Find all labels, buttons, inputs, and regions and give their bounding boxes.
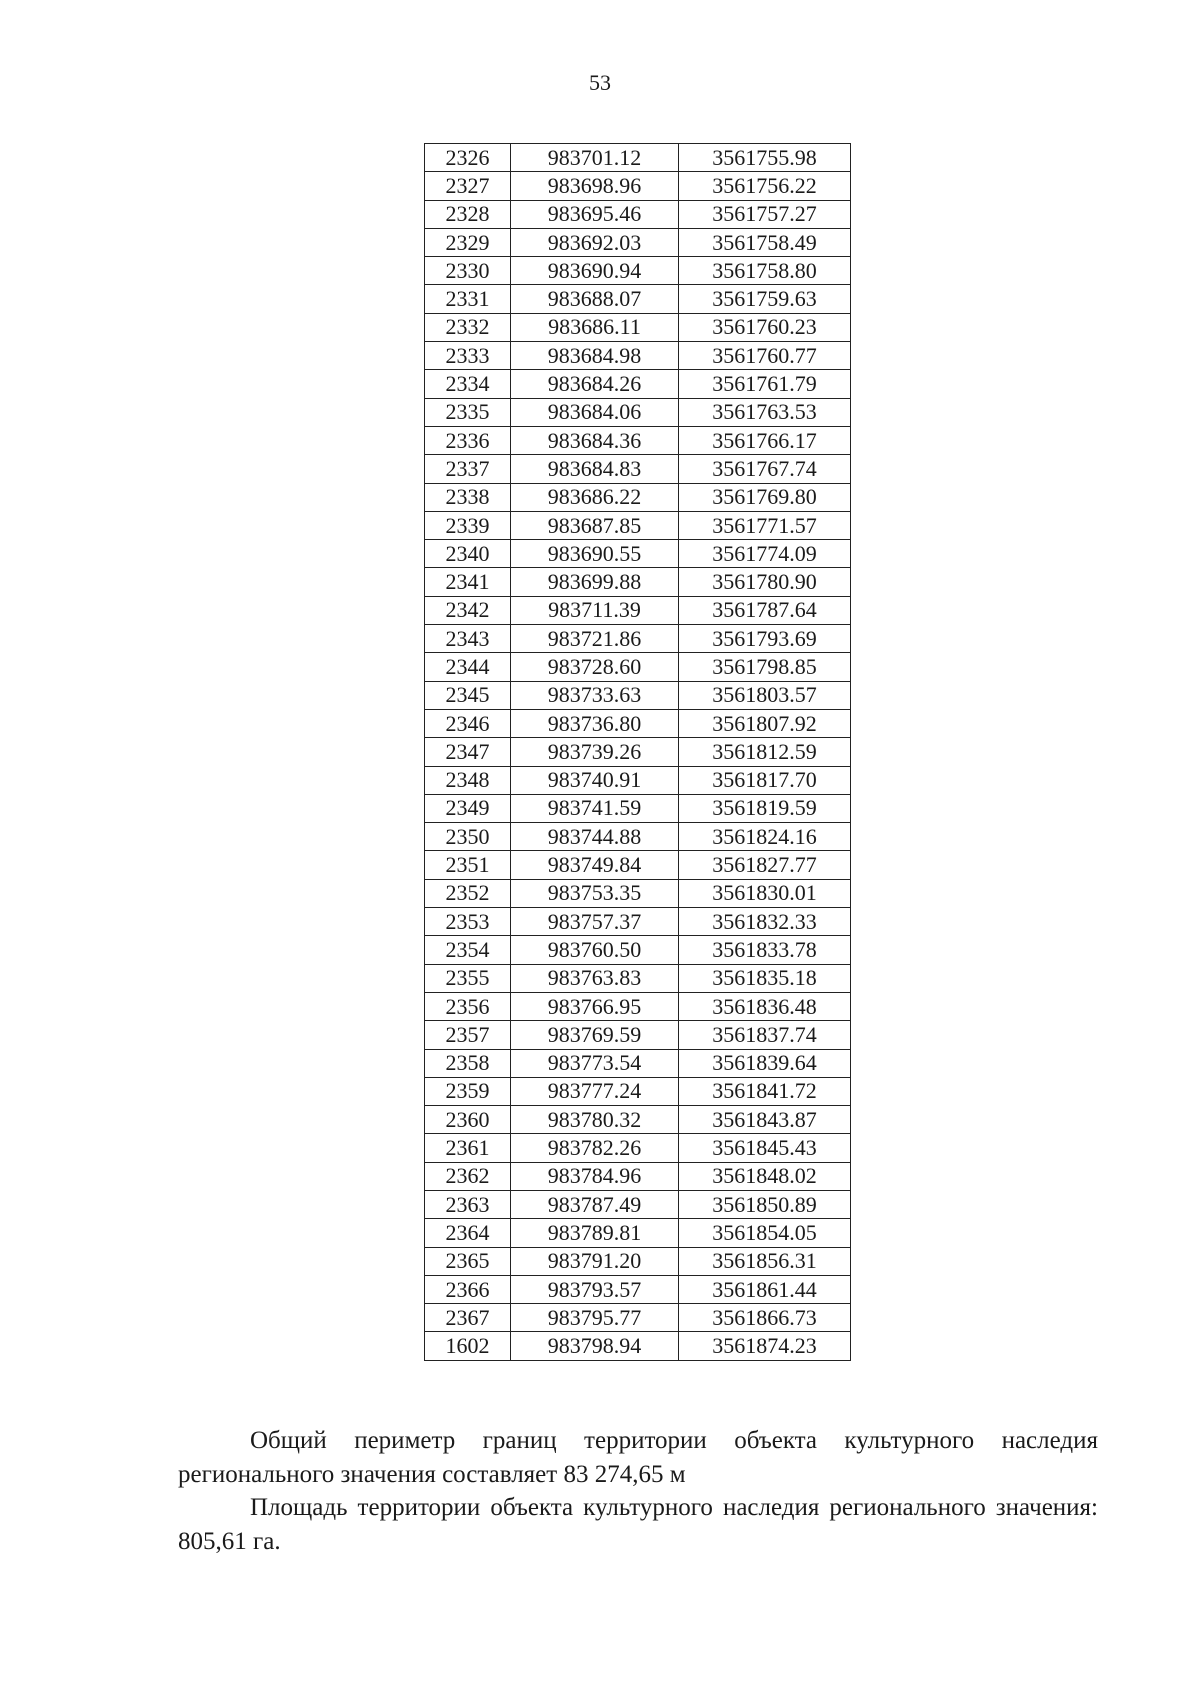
- table-row: [425, 1077, 851, 1105]
- table-row: [425, 709, 851, 737]
- y-coordinate-cell: 3561824.16: [679, 823, 851, 851]
- point-number-cell: 2355: [425, 964, 511, 992]
- table-row: [425, 228, 851, 256]
- table-row: [425, 625, 851, 653]
- x-coordinate-cell: 983741.59: [511, 794, 679, 822]
- point-number-cell: 2326: [425, 144, 511, 172]
- y-coordinate-cell: 3561760.23: [679, 313, 851, 341]
- table-row: [425, 172, 851, 200]
- area-text: Площадь территории объекта культурного наследия регионального значения: 805,61 га.: [178, 1494, 1098, 1555]
- table-row: [425, 879, 851, 907]
- table-row: [425, 455, 851, 483]
- x-coordinate-cell: 983784.96: [511, 1162, 679, 1190]
- x-coordinate-cell: 983728.60: [511, 653, 679, 681]
- y-coordinate-cell: 3561866.73: [679, 1304, 851, 1332]
- point-number-cell: 2337: [425, 455, 511, 483]
- table-row: [425, 681, 851, 709]
- point-number-cell: 2327: [425, 172, 511, 200]
- table-row: [425, 257, 851, 285]
- table-row: [425, 285, 851, 313]
- y-coordinate-cell: 3561807.92: [679, 709, 851, 737]
- y-coordinate-cell: 3561759.63: [679, 285, 851, 313]
- x-coordinate-cell: 983777.24: [511, 1077, 679, 1105]
- point-number-cell: 2350: [425, 823, 511, 851]
- x-coordinate-cell: 983753.35: [511, 879, 679, 907]
- x-coordinate-cell: 983692.03: [511, 228, 679, 256]
- table-row: [425, 144, 851, 172]
- table-row: [425, 1332, 851, 1360]
- point-number-cell: 1602: [425, 1332, 511, 1360]
- y-coordinate-cell: 3561850.89: [679, 1190, 851, 1218]
- table-row: [425, 1190, 851, 1218]
- perimeter-paragraph: [178, 1424, 1098, 1492]
- point-number-cell: 2345: [425, 681, 511, 709]
- y-coordinate-cell: 3561803.57: [679, 681, 851, 709]
- y-coordinate-cell: 3561827.77: [679, 851, 851, 879]
- table-row: [425, 908, 851, 936]
- point-number-cell: 2331: [425, 285, 511, 313]
- point-number-cell: 2342: [425, 596, 511, 624]
- x-coordinate-cell: 983763.83: [511, 964, 679, 992]
- y-coordinate-cell: 3561755.98: [679, 144, 851, 172]
- table-row: [425, 823, 851, 851]
- perimeter-text: Общий периметр границ территории объекта культурного наследия регионального значения составляет 83 274,65 м: [178, 1427, 1098, 1488]
- point-number-cell: 2343: [425, 625, 511, 653]
- x-coordinate-cell: 983791.20: [511, 1247, 679, 1275]
- table-row: [425, 738, 851, 766]
- y-coordinate-cell: 3561819.59: [679, 794, 851, 822]
- x-coordinate-cell: 983721.86: [511, 625, 679, 653]
- point-number-cell: 2341: [425, 568, 511, 596]
- point-number-cell: 2349: [425, 794, 511, 822]
- y-coordinate-cell: 3561835.18: [679, 964, 851, 992]
- table-row: [425, 511, 851, 539]
- coordinates-table-body: [425, 144, 851, 1361]
- x-coordinate-cell: 983766.95: [511, 992, 679, 1020]
- table-row: [425, 200, 851, 228]
- table-row: [425, 936, 851, 964]
- point-number-cell: 2361: [425, 1134, 511, 1162]
- x-coordinate-cell: 983690.55: [511, 540, 679, 568]
- table-row: [425, 964, 851, 992]
- table-row: [425, 1134, 851, 1162]
- point-number-cell: 2340: [425, 540, 511, 568]
- y-coordinate-cell: 3561793.69: [679, 625, 851, 653]
- y-coordinate-cell: 3561780.90: [679, 568, 851, 596]
- x-coordinate-cell: 983684.26: [511, 370, 679, 398]
- point-number-cell: 2366: [425, 1275, 511, 1303]
- y-coordinate-cell: 3561774.09: [679, 540, 851, 568]
- point-number-cell: 2332: [425, 313, 511, 341]
- area-paragraph: [178, 1491, 1098, 1559]
- table-row: [425, 370, 851, 398]
- table-row: [425, 483, 851, 511]
- y-coordinate-cell: 3561841.72: [679, 1077, 851, 1105]
- point-number-cell: 2329: [425, 228, 511, 256]
- y-coordinate-cell: 3561767.74: [679, 455, 851, 483]
- point-number-cell: 2339: [425, 511, 511, 539]
- x-coordinate-cell: 983773.54: [511, 1049, 679, 1077]
- x-coordinate-cell: 983769.59: [511, 1021, 679, 1049]
- table-row: [425, 398, 851, 426]
- point-number-cell: 2356: [425, 992, 511, 1020]
- x-coordinate-cell: 983698.96: [511, 172, 679, 200]
- y-coordinate-cell: 3561830.01: [679, 879, 851, 907]
- x-coordinate-cell: 983798.94: [511, 1332, 679, 1360]
- y-coordinate-cell: 3561817.70: [679, 766, 851, 794]
- x-coordinate-cell: 983684.06: [511, 398, 679, 426]
- y-coordinate-cell: 3561843.87: [679, 1106, 851, 1134]
- y-coordinate-cell: 3561798.85: [679, 653, 851, 681]
- coordinates-table: [424, 143, 851, 1361]
- y-coordinate-cell: 3561812.59: [679, 738, 851, 766]
- point-number-cell: 2344: [425, 653, 511, 681]
- x-coordinate-cell: 983793.57: [511, 1275, 679, 1303]
- x-coordinate-cell: 983744.88: [511, 823, 679, 851]
- table-row: [425, 653, 851, 681]
- y-coordinate-cell: 3561761.79: [679, 370, 851, 398]
- y-coordinate-cell: 3561848.02: [679, 1162, 851, 1190]
- y-coordinate-cell: 3561787.64: [679, 596, 851, 624]
- point-number-cell: 2360: [425, 1106, 511, 1134]
- point-number-cell: 2358: [425, 1049, 511, 1077]
- point-number-cell: 2353: [425, 908, 511, 936]
- point-number-cell: 2328: [425, 200, 511, 228]
- point-number-cell: 2346: [425, 709, 511, 737]
- point-number-cell: 2365: [425, 1247, 511, 1275]
- y-coordinate-cell: 3561833.78: [679, 936, 851, 964]
- y-coordinate-cell: 3561845.43: [679, 1134, 851, 1162]
- point-number-cell: 2352: [425, 879, 511, 907]
- point-number-cell: 2334: [425, 370, 511, 398]
- table-row: [425, 596, 851, 624]
- x-coordinate-cell: 983782.26: [511, 1134, 679, 1162]
- y-coordinate-cell: 3561837.74: [679, 1021, 851, 1049]
- point-number-cell: 2348: [425, 766, 511, 794]
- page-number: 53: [589, 70, 611, 95]
- x-coordinate-cell: 983688.07: [511, 285, 679, 313]
- x-coordinate-cell: 983760.50: [511, 936, 679, 964]
- x-coordinate-cell: 983749.84: [511, 851, 679, 879]
- x-coordinate-cell: 983684.98: [511, 342, 679, 370]
- y-coordinate-cell: 3561856.31: [679, 1247, 851, 1275]
- point-number-cell: 2335: [425, 398, 511, 426]
- y-coordinate-cell: 3561763.53: [679, 398, 851, 426]
- point-number-cell: 2359: [425, 1077, 511, 1105]
- x-coordinate-cell: 983780.32: [511, 1106, 679, 1134]
- table-row: [425, 1162, 851, 1190]
- y-coordinate-cell: 3561854.05: [679, 1219, 851, 1247]
- y-coordinate-cell: 3561756.22: [679, 172, 851, 200]
- point-number-cell: 2351: [425, 851, 511, 879]
- y-coordinate-cell: 3561836.48: [679, 992, 851, 1020]
- y-coordinate-cell: 3561839.64: [679, 1049, 851, 1077]
- table-row: [425, 794, 851, 822]
- table-row: [425, 851, 851, 879]
- point-number-cell: 2363: [425, 1190, 511, 1218]
- y-coordinate-cell: 3561832.33: [679, 908, 851, 936]
- y-coordinate-cell: 3561771.57: [679, 511, 851, 539]
- y-coordinate-cell: 3561760.77: [679, 342, 851, 370]
- point-number-cell: 2354: [425, 936, 511, 964]
- x-coordinate-cell: 983690.94: [511, 257, 679, 285]
- table-row: [425, 1021, 851, 1049]
- y-coordinate-cell: 3561766.17: [679, 426, 851, 454]
- point-number-cell: 2357: [425, 1021, 511, 1049]
- x-coordinate-cell: 983684.36: [511, 426, 679, 454]
- point-number-cell: 2336: [425, 426, 511, 454]
- x-coordinate-cell: 983687.85: [511, 511, 679, 539]
- table-row: [425, 1219, 851, 1247]
- table-row: [425, 1304, 851, 1332]
- point-number-cell: 2364: [425, 1219, 511, 1247]
- x-coordinate-cell: 983740.91: [511, 766, 679, 794]
- x-coordinate-cell: 983684.83: [511, 455, 679, 483]
- x-coordinate-cell: 983695.46: [511, 200, 679, 228]
- x-coordinate-cell: 983686.22: [511, 483, 679, 511]
- table-row: [425, 1247, 851, 1275]
- table-row: [425, 540, 851, 568]
- table-row: [425, 1106, 851, 1134]
- x-coordinate-cell: 983733.63: [511, 681, 679, 709]
- x-coordinate-cell: 983795.77: [511, 1304, 679, 1332]
- point-number-cell: 2333: [425, 342, 511, 370]
- x-coordinate-cell: 983699.88: [511, 568, 679, 596]
- table-row: [425, 313, 851, 341]
- table-row: [425, 342, 851, 370]
- table-row: [425, 568, 851, 596]
- x-coordinate-cell: 983686.11: [511, 313, 679, 341]
- x-coordinate-cell: 983701.12: [511, 144, 679, 172]
- point-number-cell: 2362: [425, 1162, 511, 1190]
- x-coordinate-cell: 983787.49: [511, 1190, 679, 1218]
- y-coordinate-cell: 3561758.49: [679, 228, 851, 256]
- x-coordinate-cell: 983711.39: [511, 596, 679, 624]
- x-coordinate-cell: 983739.26: [511, 738, 679, 766]
- point-number-cell: 2330: [425, 257, 511, 285]
- x-coordinate-cell: 983757.37: [511, 908, 679, 936]
- table-row: [425, 766, 851, 794]
- y-coordinate-cell: 3561769.80: [679, 483, 851, 511]
- y-coordinate-cell: 3561861.44: [679, 1275, 851, 1303]
- point-number-cell: 2338: [425, 483, 511, 511]
- x-coordinate-cell: 983736.80: [511, 709, 679, 737]
- table-row: [425, 992, 851, 1020]
- table-row: [425, 1049, 851, 1077]
- y-coordinate-cell: 3561757.27: [679, 200, 851, 228]
- point-number-cell: 2347: [425, 738, 511, 766]
- table-row: [425, 426, 851, 454]
- point-number-cell: 2367: [425, 1304, 511, 1332]
- y-coordinate-cell: 3561874.23: [679, 1332, 851, 1360]
- table-row: [425, 1275, 851, 1303]
- x-coordinate-cell: 983789.81: [511, 1219, 679, 1247]
- y-coordinate-cell: 3561758.80: [679, 257, 851, 285]
